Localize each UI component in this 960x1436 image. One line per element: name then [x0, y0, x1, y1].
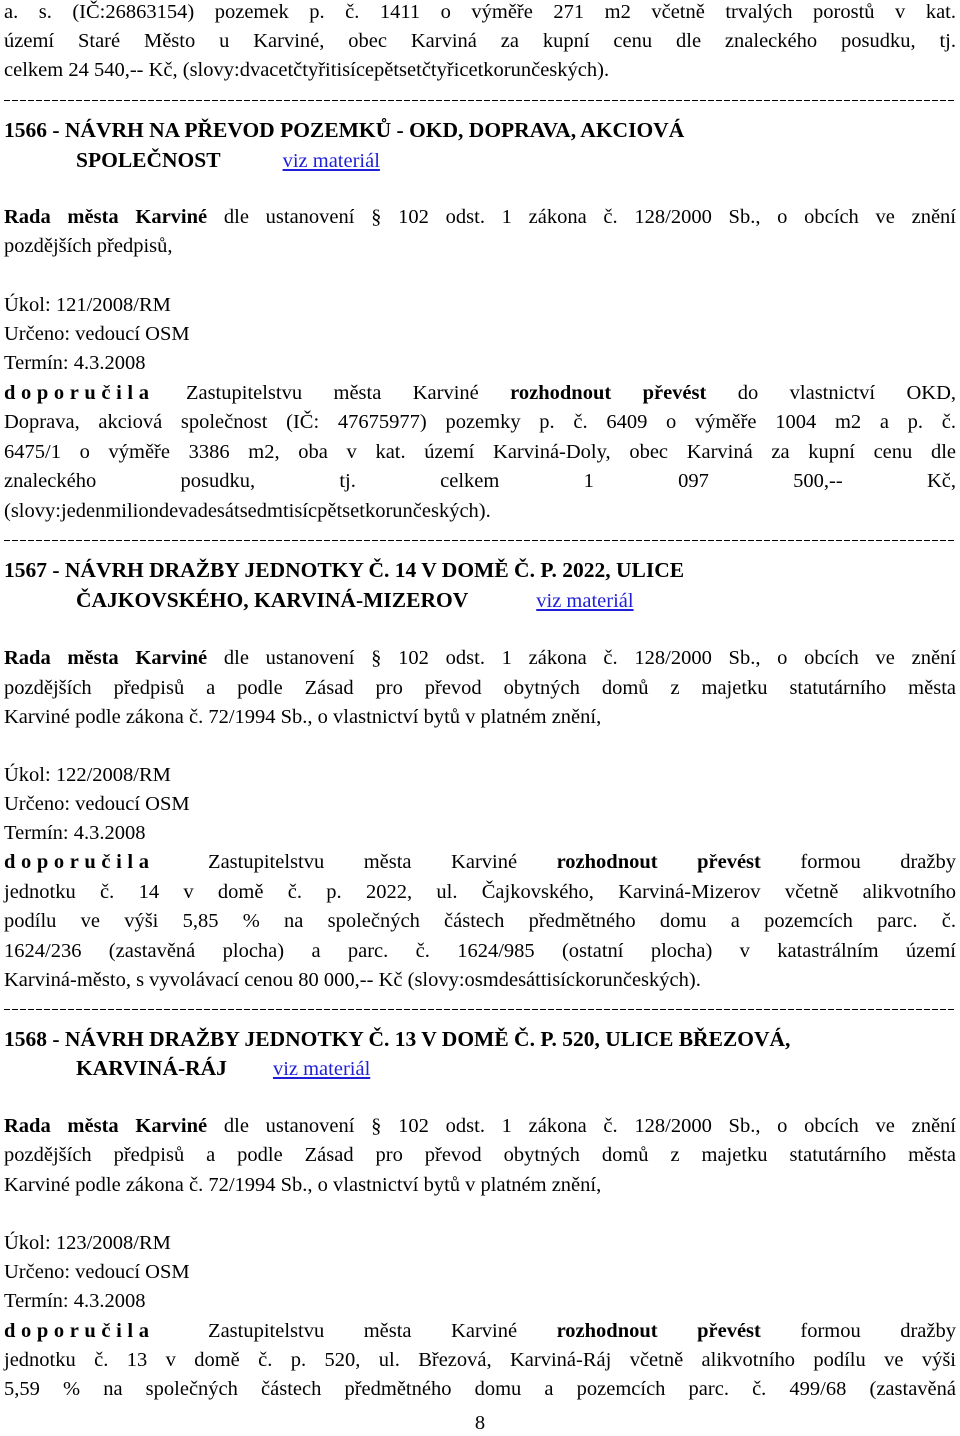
resolution-bold: rozhodnout převést [556, 851, 761, 873]
text-line: Karviná-město, s vyvolávací cenou 80 000,-- Kč (slovy:osmdesáttisíckorunčeských). [4, 969, 701, 991]
item-heading: 1568 - NÁVRH DRAŽBY JEDNOTKY Č. 13 V DOMĚ Č. P. 520, ULICE BŘEZOVÁ, [4, 1027, 791, 1051]
resolution-line [4, 848, 956, 877]
text-line: znaleckého posudku, tj. celkem 1 097 500,-- Kč, [4, 470, 956, 492]
item-heading: 1566 - NÁVRH NA PŘEVOD POZEMKŮ - OKD, DOPRAVA, AKCIOVÁ [4, 118, 685, 142]
text-line: Karviné podle zákona č. 72/1994 Sb., o vlastnictví bytů v platném znění, [4, 706, 602, 728]
task-number: Úkol: 123/2008/RM [4, 1232, 171, 1254]
item-heading-text: ČAJKOVSKÉHO, KARVINÁ-MIZEROV [76, 588, 469, 612]
resolution-bold: rozhodnout převést [510, 382, 707, 404]
text-line: pozdějších předpisů a podle Zásad pro převod obytných domů z majetku statutárního města [4, 1144, 956, 1166]
text-line: a. s. (IČ:26863154) pozemek p. č. 1411 o výměře 271 m2 včetně trvalých porostů v kat. [4, 1, 956, 23]
text-line: 1624/236 (zastavěná plocha) a parc. č. 1624/985 (ostatní plocha) v katastrálním území [4, 940, 956, 962]
resolution-bold: rozhodnout převést [556, 1320, 761, 1342]
text-line: 6475/1 o výměře 3386 m2, oba v kat. území Karviná-Doly, obec Karviná za kupní cenu dle [4, 441, 956, 463]
resolution-text: Zastupitelstvu města Karviné [154, 382, 511, 404]
item-heading-text: KARVINÁ-RÁJ [76, 1056, 227, 1080]
resolution-text: formou dražby [760, 851, 957, 873]
rada-text: dle ustanovení § 102 odst. 1 zákona č. 128/2000 Sb., o obcích ve znění [207, 1115, 956, 1137]
assigned-to: Určeno: vedoucí OSM [4, 1261, 190, 1283]
text-line: 5,59 % na společných částech předmětného domu a pozemcích parc. č. 499/68 (zastavěná [4, 1378, 956, 1400]
resolution-line [4, 379, 956, 408]
doporucila-label: doporučila [4, 1320, 155, 1342]
separator [4, 534, 956, 546]
text-line: (slovy:jedenmiliondevadesátsedmtisícpětsetkorunčeských). [4, 500, 491, 522]
item-heading-cont [76, 1054, 956, 1083]
deadline: Termín: 4.3.2008 [4, 352, 146, 374]
item-heading-cont [76, 146, 956, 175]
item-heading: 1567 - NÁVRH DRAŽBY JEDNOTKY Č. 14 V DOMĚ Č. P. 2022, ULICE [4, 558, 685, 582]
rada-label: Rada města Karviné [4, 1115, 208, 1137]
text-line: jednotku č. 14 v domě č. p. 2022, ul. Čajkovského, Karviná-Mizerov včetně alikvotního [4, 881, 956, 903]
viz-material-link[interactable]: viz materiál [536, 590, 634, 612]
viz-material-link[interactable]: viz materiál [272, 1058, 371, 1080]
deadline: Termín: 4.3.2008 [4, 1290, 146, 1312]
assigned-to: Určeno: vedoucí OSM [4, 323, 190, 345]
rada-text: dle ustanovení § 102 odst. 1 zákona č. 128/2000 Sb., o obcích ve znění [207, 647, 956, 669]
text-line: Karviné podle zákona č. 72/1994 Sb., o vlastnictví bytů v platném znění, [4, 1174, 602, 1196]
page-number: 8 [474, 1412, 486, 1434]
separator [4, 1003, 956, 1015]
resolution-line [4, 1317, 956, 1346]
item-heading-cont [76, 586, 956, 615]
rada-line [4, 1112, 956, 1141]
rada-label: Rada města Karviné [4, 647, 208, 669]
resolution-text: Zastupitelstvu města Karviné [168, 1320, 557, 1342]
text-line: podílu ve výši 5,85 % na společných částech předmětného domu a pozemcích parc. č. [4, 910, 956, 932]
viz-material-link[interactable]: viz materiál [282, 150, 380, 172]
item-heading-text: SPOLEČNOST [76, 148, 221, 172]
deadline: Termín: 4.3.2008 [4, 822, 146, 844]
task-number: Úkol: 121/2008/RM [4, 294, 171, 316]
doporucila-label: doporučila [4, 851, 155, 873]
task-number: Úkol: 122/2008/RM [4, 764, 171, 786]
rada-line [4, 644, 956, 673]
assigned-to: Určeno: vedoucí OSM [4, 793, 190, 815]
resolution-text: formou dražby [760, 1320, 957, 1342]
rada-label: Rada města Karviné [4, 206, 208, 228]
resolution-text: Zastupitelstvu města Karviné [168, 851, 557, 873]
text-line: celkem 24 540,-- Kč, (slovy:dvacetčtyřitisícepětsetčtyřicetkorunčeských). [4, 59, 610, 81]
text-line: pozdějších předpisů, [4, 235, 173, 257]
text-line: území Staré Město u Karviné, obec Karviná za kupní cenu dle znaleckého posudku, tj. [4, 30, 956, 52]
text-line: pozdějších předpisů a podle Zásad pro převod obytných domů z majetku statutárního města [4, 677, 956, 699]
resolution-text: do vlastnictví OKD, [706, 382, 956, 404]
text-line: jednotku č. 13 v domě č. p. 520, ul. Březová, Karviná-Ráj včetně alikvotního podílu ve výši [4, 1349, 956, 1371]
doporucila-label: doporučila [4, 382, 155, 404]
rada-line [4, 203, 956, 232]
rada-text: dle ustanovení § 102 odst. 1 zákona č. 128/2000 Sb., o obcích ve znění [207, 206, 956, 228]
text-line: Doprava, akciová společnost (IČ: 47675977) pozemky p. č. 6409 o výměře 1004 m2 a p. č. [4, 411, 956, 433]
separator [4, 94, 956, 106]
